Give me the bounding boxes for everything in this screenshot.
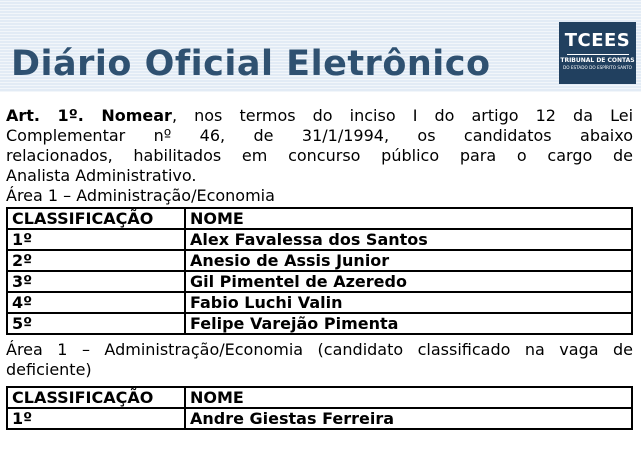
article-line-4: Analista Administrativo. — [6, 166, 197, 185]
page-title: Diário Oficial Eletrônico — [11, 44, 491, 84]
column-header: CLASSIFICAÇÃO — [7, 387, 185, 408]
column-header: NOME — [185, 208, 632, 229]
table-row — [7, 250, 632, 271]
rank-cell: 1º — [7, 229, 185, 250]
logo-divider — [567, 54, 629, 55]
section-heading-deficient: Área 1 – Administração/Economia (candidato classificado na vaga de deficiente) — [6, 340, 633, 379]
name-cell: Gil Pimentel de Azeredo — [185, 271, 632, 292]
deficient-candidates-table — [6, 386, 633, 430]
name-cell: Andre Giestas Ferreira — [185, 408, 632, 429]
table-row — [7, 292, 632, 313]
tcees-logo — [559, 22, 636, 84]
table-row — [7, 408, 632, 429]
logo-mark: TCEES — [564, 30, 631, 51]
page-header — [0, 0, 641, 92]
rank-cell: 4º — [7, 292, 185, 313]
table-header-row — [7, 387, 632, 408]
table-header-row — [7, 208, 632, 229]
name-cell: Anesio de Assis Junior — [185, 250, 632, 271]
article-line-2: Complementar nº 46, de 31/1/1994, os candidatos abaixo — [6, 126, 633, 145]
document-body — [6, 106, 633, 430]
logo-subtitle-state: DO ESTADO DO ESPÍRITO SANTO — [563, 65, 632, 70]
name-cell: Alex Favalessa dos Santos — [185, 229, 632, 250]
column-header: CLASSIFICAÇÃO — [7, 208, 185, 229]
name-cell: Fabio Luchi Valin — [185, 292, 632, 313]
candidates-table — [6, 207, 633, 335]
section-heading: Área 1 – Administração/Economia — [6, 186, 275, 205]
rank-cell: 5º — [7, 313, 185, 334]
name-cell: Felipe Varejão Pimenta — [185, 313, 632, 334]
article-text: , nos termos do inciso I do artigo 12 da Lei — [171, 106, 634, 125]
logo-subtitle: TRIBUNAL DE CONTAS — [560, 57, 635, 64]
article-label: Art. 1º. Nomear — [6, 106, 172, 125]
article-line-1 — [6, 106, 633, 126]
table-row — [7, 271, 632, 292]
table-row — [7, 313, 632, 334]
column-header: NOME — [185, 387, 632, 408]
rank-cell: 1º — [7, 408, 185, 429]
rank-cell: 3º — [7, 271, 185, 292]
article-line-3: relacionados, habilitados em concurso público para o cargo de — [6, 146, 633, 165]
rank-cell: 2º — [7, 250, 185, 271]
table-row — [7, 229, 632, 250]
